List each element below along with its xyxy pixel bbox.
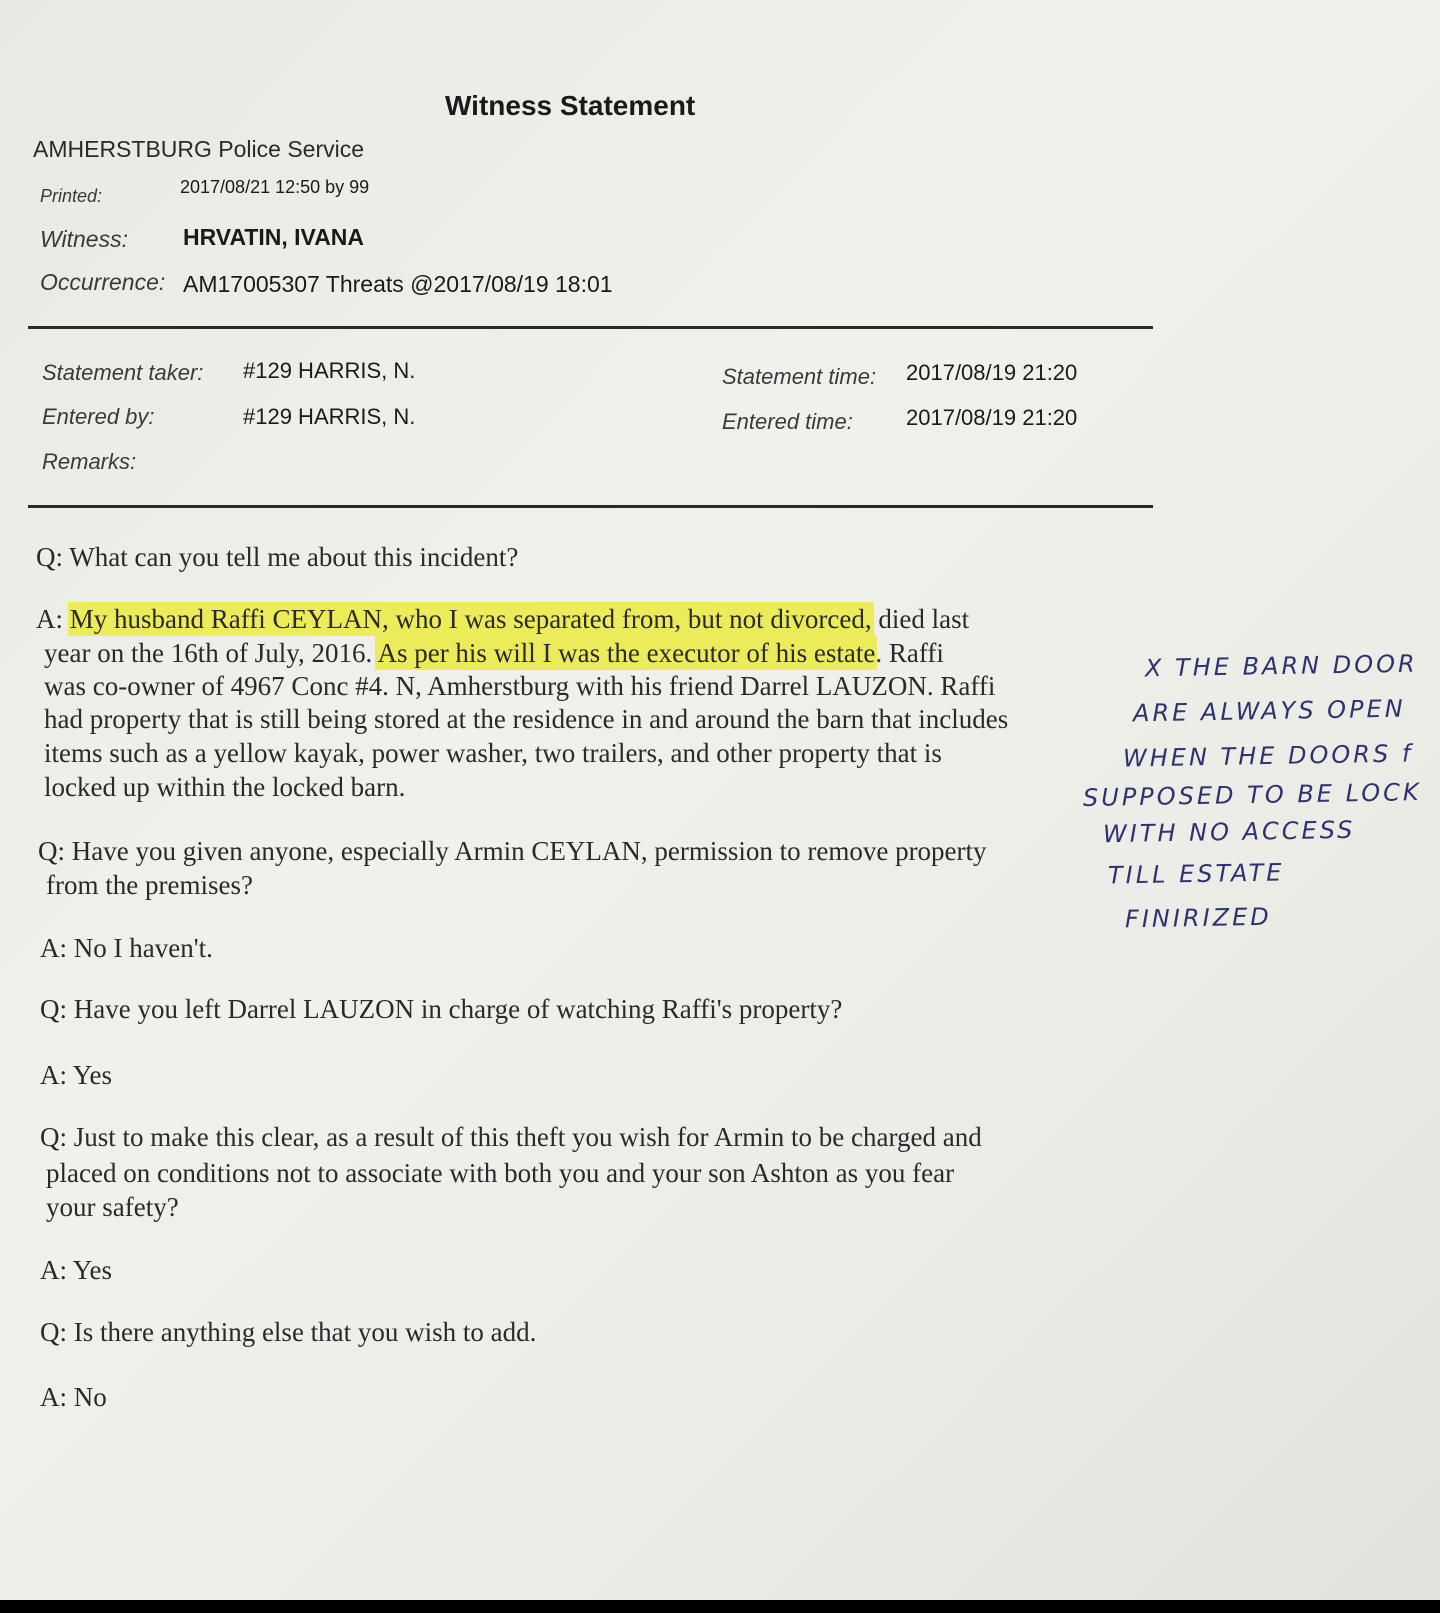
document-title: Witness Statement <box>445 90 696 121</box>
answer-1-line-4: had property that is still being stored at the residence in and around the barn that includes <box>44 704 1009 734</box>
handwritten-note-line-4: SUPPOSED TO BE LOCK <box>1082 778 1422 812</box>
witness-label: Witness: <box>40 226 128 252</box>
answer-1-line-5: items such as a yellow kayak, power washer, two trailers, and other property that is <box>44 738 942 768</box>
question-5: Q: Is there anything else that you wish to add. <box>40 1317 537 1347</box>
answer-text: died last <box>871 604 970 634</box>
highlighted-text: As per his will I was the executor of his estate <box>377 638 876 668</box>
handwritten-note-line-1: X THE BARN DOOR <box>1144 649 1418 683</box>
answer-text: . Raffi <box>875 638 944 668</box>
occurrence-label: Occurrence: <box>40 269 166 295</box>
handwritten-note-line-7: FINIRIZED <box>1124 902 1272 934</box>
entered-by-label: Entered by: <box>42 404 155 429</box>
answer-5: A: No <box>40 1382 107 1412</box>
entered-by-value: #129 HARRIS, N. <box>243 404 416 429</box>
entered-time-label: Entered time: <box>722 409 853 434</box>
question-4-line-2: placed on conditions not to associate with both you and your son Ashton as you fear <box>46 1158 955 1188</box>
question-3: Q: Have you left Darrel LAUZON in charge of watching Raffi's property? <box>40 994 843 1024</box>
answer-4: A: Yes <box>40 1255 113 1285</box>
details-divider <box>28 505 1153 508</box>
statement-time-value: 2017/08/19 21:20 <box>906 360 1078 385</box>
header-divider <box>28 326 1153 329</box>
highlighted-text: My husband Raffi CEYLAN, who I was separated from, but not divorced, <box>69 604 872 634</box>
handwritten-note-line-5: WITH NO ACCESS <box>1102 815 1356 849</box>
handwritten-note-line-3: WHEN THE DOORS f <box>1122 739 1414 773</box>
handwritten-note-line-2: ARE ALWAYS OPEN <box>1132 694 1406 728</box>
answer-1-line-1 <box>36 604 969 635</box>
answer-text: year on the 16th of July, 2016. <box>44 638 378 668</box>
occurrence-value: AM17005307 Threats @2017/08/19 18:01 <box>183 271 613 297</box>
remarks-label: Remarks: <box>42 449 137 474</box>
statement-taker-label: Statement taker: <box>42 360 204 385</box>
printed-label: Printed: <box>40 186 103 206</box>
entered-time-value: 2017/08/19 21:20 <box>906 405 1078 430</box>
question-4-line-3: your safety? <box>46 1192 179 1222</box>
statement-taker-value: #129 HARRIS, N. <box>243 358 416 383</box>
question-2-line-2: from the premises? <box>46 870 253 900</box>
answer-prefix: A: <box>36 604 70 634</box>
question-1: Q: What can you tell me about this incident? <box>36 542 519 572</box>
answer-2: A: No I haven't. <box>40 933 213 963</box>
answer-1-line-3: was co-owner of 4967 Conc #4. N, Amherstburg with his friend Darrel LAUZON. Raffi <box>44 671 996 701</box>
answer-3: A: Yes <box>40 1060 113 1090</box>
statement-time-label: Statement time: <box>722 364 877 389</box>
question-2-line-1: Q: Have you given anyone, especially Armin CEYLAN, permission to remove property <box>38 836 987 866</box>
witness-name: HRVATIN, IVANA <box>183 224 365 250</box>
answer-1-line-6: locked up within the locked barn. <box>44 772 406 802</box>
printed-value: 2017/08/21 12:50 by 99 <box>180 177 370 197</box>
handwritten-note-line-6: TILL ESTATE <box>1107 858 1285 890</box>
answer-1-line-2 <box>44 638 944 669</box>
question-4-line-1: Q: Just to make this clear, as a result of this theft you wish for Armin to be charged and <box>40 1122 982 1152</box>
agency-name: AMHERSTBURG Police Service <box>33 136 365 162</box>
